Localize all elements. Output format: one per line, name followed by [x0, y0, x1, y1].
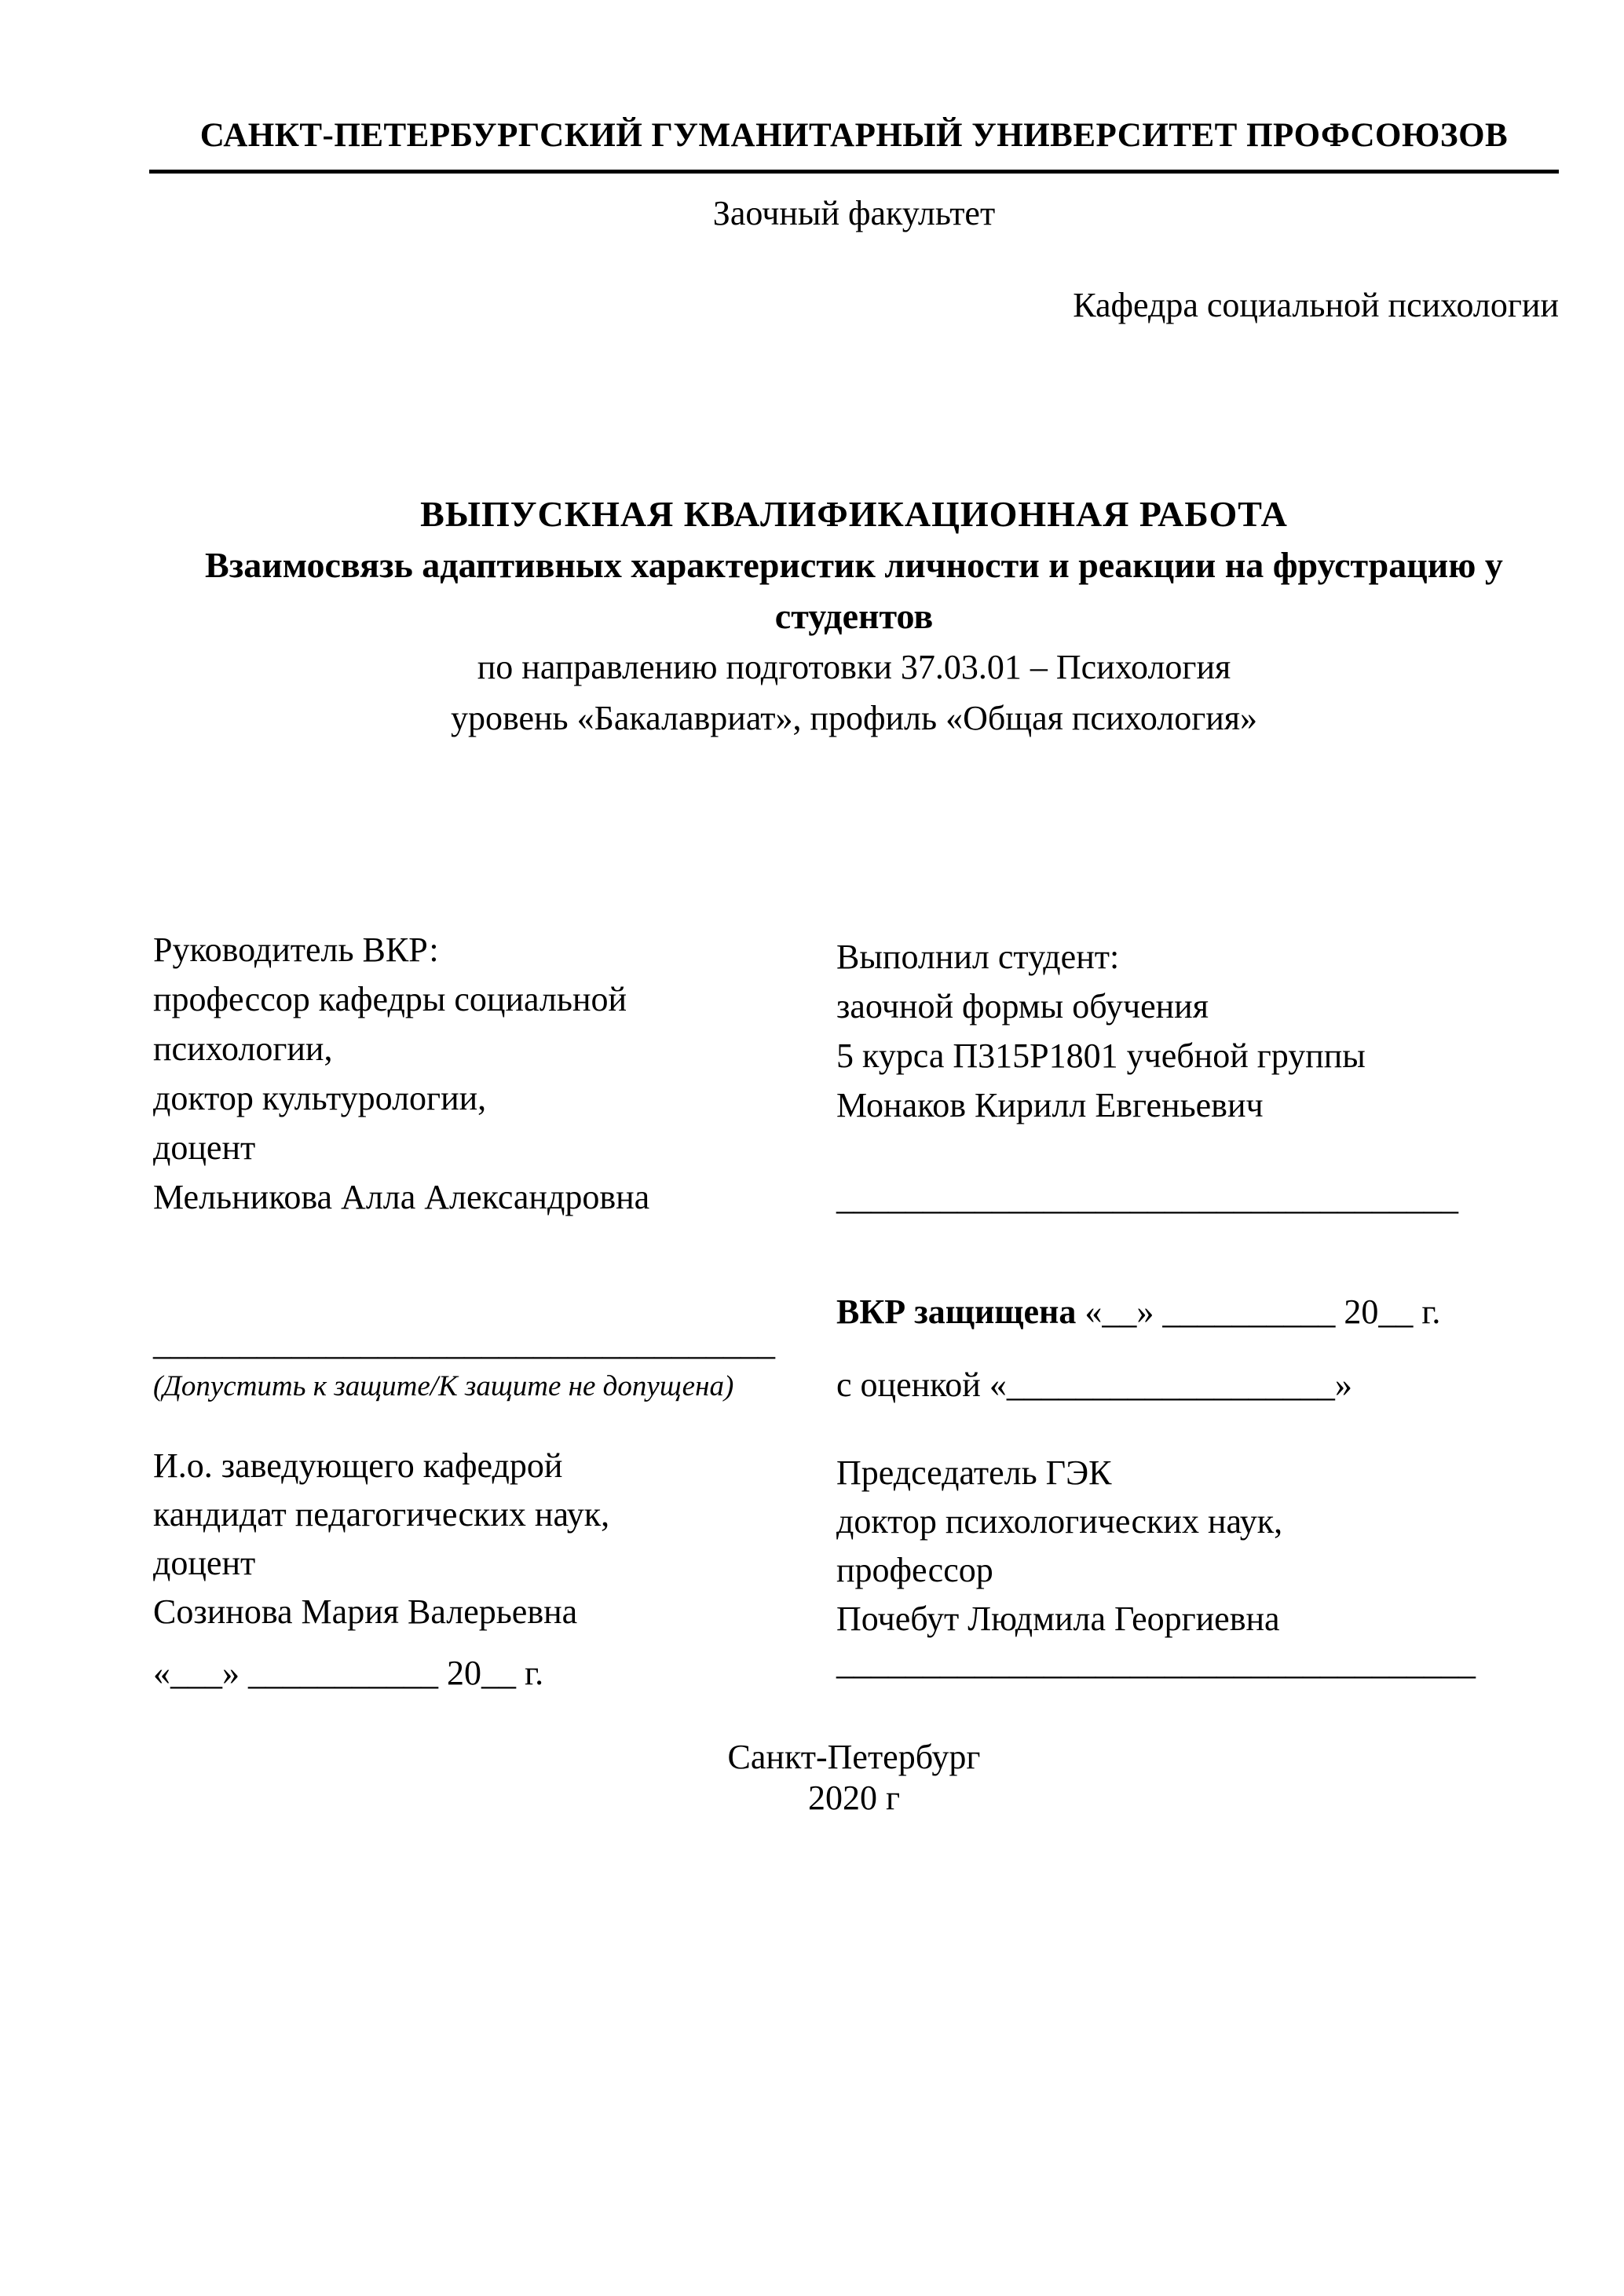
gek-chair-block — [836, 1449, 1282, 1643]
defense-date-blanks: «__» __________ 20__ г. — [1084, 1292, 1441, 1331]
faculty-name: Заочный факультет — [712, 194, 996, 232]
title-block — [149, 488, 1559, 744]
defense-grade-line: с оценкой «___________________» — [836, 1366, 1352, 1404]
page-content — [149, 0, 1559, 2296]
dept-head-date-line: «___» ___________ 20__ г. — [153, 1654, 544, 1692]
dept-head-line: доцент — [153, 1544, 256, 1582]
gek-chair-line: доктор психологических наук, — [836, 1502, 1283, 1541]
supervisor-block — [153, 925, 649, 1222]
gek-chair-signature-line: _____________________________________ — [836, 1643, 1476, 1682]
footer-year: 2020 г — [807, 1779, 901, 1817]
dept-head-line: И.о. заведующего кафедрой — [153, 1446, 563, 1485]
supervisor-line: Руководитель ВКР: — [153, 930, 439, 969]
thesis-topic-line-2: студентов — [774, 596, 934, 636]
admission-caption: (Допустить к защите/К защите не допущена) — [153, 1370, 734, 1402]
gek-chair-line: Почебут Людмила Георгиевна — [836, 1600, 1280, 1638]
gek-chair-line: профессор — [836, 1551, 993, 1589]
student-signature-line: ____________________________________ — [836, 1179, 1458, 1217]
degree-direction: по направлению подготовки 37.03.01 – Психология — [477, 648, 1231, 686]
footer-city: Санкт-Петербург — [727, 1738, 981, 1776]
dept-head-block — [153, 1442, 609, 1636]
work-type-title: ВЫПУСКНАЯ КВАЛИФИКАЦИОННАЯ РАБОТА — [420, 494, 1288, 534]
student-line: 5 курса П315Р1801 учебной группы — [836, 1036, 1366, 1075]
department-name: Кафедра социальной психологии — [1073, 286, 1559, 324]
supervisor-line: профессор кафедры социальной — [153, 980, 627, 1018]
thesis-topic-line-1: Взаимосвязь адаптивных характеристик личности и реакции на фрустрацию у — [205, 545, 1503, 585]
supervisor-line: психологии, — [153, 1029, 333, 1068]
supervisor-line: доцент — [153, 1128, 256, 1167]
supervisor-line: Мельникова Алла Александровна — [153, 1178, 650, 1216]
defense-date-line — [836, 1292, 1440, 1332]
student-line: Монаков Кирилл Евгеньевич — [836, 1086, 1264, 1124]
university-name: САНКТ-ПЕТЕРБУРГСКИЙ ГУМАНИТАРНЫЙ УНИВЕРСИТЕТ ПРОФСОЮЗОВ — [199, 117, 1509, 154]
student-block — [836, 932, 1366, 1130]
student-line: Выполнил студент: — [836, 938, 1120, 976]
supervisor-line: доктор культурологии, — [153, 1079, 487, 1117]
dept-head-line: Созинова Мария Валерьевна — [153, 1592, 578, 1631]
gek-chair-line: Председатель ГЭК — [836, 1453, 1112, 1492]
admission-signature-line: ____________________________________ — [153, 1324, 775, 1362]
student-line: заочной формы обучения — [836, 987, 1209, 1026]
header-rule — [149, 170, 1559, 174]
footer-block — [149, 1737, 1559, 1819]
degree-level: уровень «Бакалавриат», профиль «Общая психология» — [450, 699, 1258, 737]
dept-head-line: кандидат педагогических наук, — [153, 1495, 610, 1534]
defense-label: ВКР защищена — [836, 1292, 1077, 1331]
